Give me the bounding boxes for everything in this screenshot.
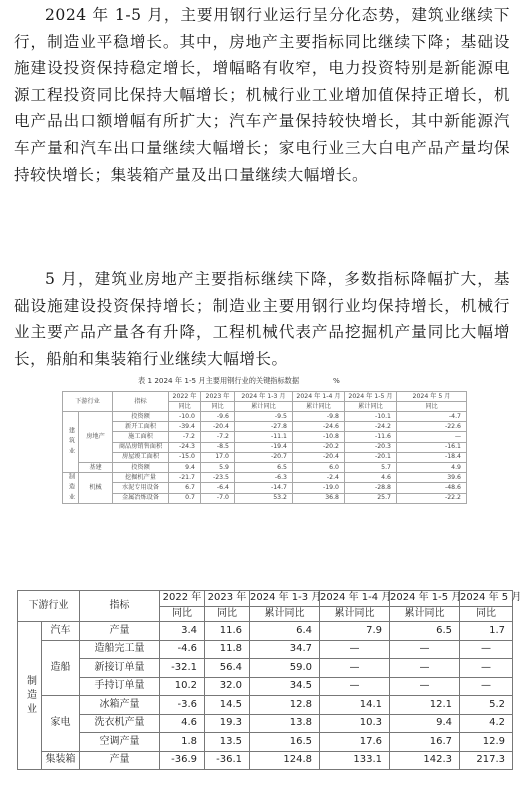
table1-cell: -10.8: [293, 432, 345, 442]
table1-header-year: 2022 年: [169, 392, 201, 402]
table1-cell-indicator: 新开工面积: [113, 422, 169, 432]
table1-cell: 4.6: [345, 473, 397, 483]
table2-cell: 19.3: [205, 714, 250, 733]
table-row: [18, 640, 513, 659]
table2-header-sub: 累计同比: [390, 606, 460, 622]
table-row: [63, 452, 467, 462]
paragraph-1: 2024 年 1-5 月，主要用钢行业运行呈分化态势，建筑业继续下行，制造业平稳增长。其中，房地产主要指标同比继续下降；基础设施建设投资保持稳定增长，增幅略有收窄，电力投资特别是新能源电源工程投资同比保持大幅增长；机械行业工业增加值保持正增长，机电产品出口额增幅有所扩大；汽车产量保持较快增长，其中新能源汽车产量和汽车出口量继续大幅增长；家电行业三大白电产品产量均保持较快增长；集装箱产量及出口量继续大幅增长。: [14, 6, 510, 184]
table-row: [18, 714, 513, 733]
table1-cell-indicator: 水泥专用设备: [113, 483, 169, 493]
table2-cell: 217.3: [460, 751, 513, 770]
table2-cell: 59.0: [250, 659, 320, 678]
table1-cell: -19.0: [293, 483, 345, 493]
table1-cell-indicator: 挖掘机产量: [113, 473, 169, 483]
table2-cell: -3.6: [160, 696, 205, 715]
table1-cell: 5.7: [345, 462, 397, 472]
table1-cell: -10.1: [345, 412, 397, 422]
table1-unit: %: [333, 376, 340, 385]
table1-section-construction: 建筑业: [63, 412, 79, 473]
table1-cell: -20.2: [293, 442, 345, 452]
table1-cell: -9.6: [201, 412, 235, 422]
table2-cell: —: [460, 677, 513, 696]
table-row: [63, 412, 467, 422]
table1-header-sub: 同比: [397, 402, 467, 412]
table2-cell: 56.4: [205, 659, 250, 678]
table1-header-year: 2024 年 5 月: [397, 392, 467, 402]
table2-cell-indicator: 新接订单量: [80, 659, 160, 678]
table2-cell: 5.2: [460, 696, 513, 715]
table1-section-manufacturing: 制造业: [63, 473, 79, 504]
table1-cell: -16.1: [397, 442, 467, 452]
table2-cell: 4.6: [160, 714, 205, 733]
table1-header-industry: 下游行业: [63, 392, 113, 412]
table1-cell: -28.8: [345, 483, 397, 493]
table2-header-sub: 累计同比: [320, 606, 390, 622]
table2-cell-indicator: 产量: [80, 751, 160, 770]
table2-cell: 1.7: [460, 622, 513, 641]
table2-cell-indicator: 洗衣机产量: [80, 714, 160, 733]
table1-cell: -27.8: [235, 422, 293, 432]
table2-cell: 14.1: [320, 696, 390, 715]
table1-header-sub: 累计同比: [293, 402, 345, 412]
table-row: [63, 432, 467, 442]
table2-header-sub: 累计同比: [250, 606, 320, 622]
table2-cell: 16.7: [390, 733, 460, 752]
table2-cell: —: [320, 659, 390, 678]
table1-cell: -24.6: [293, 422, 345, 432]
table2-cell: 12.9: [460, 733, 513, 752]
table1-cell: 39.6: [397, 473, 467, 483]
table1-cell: 17.0: [201, 452, 235, 462]
table2-cell: 133.1: [320, 751, 390, 770]
table2-cell-indicator: 产量: [80, 622, 160, 641]
table1-cell: -18.4: [397, 452, 467, 462]
table2-header-row-1: [18, 591, 513, 607]
table2-cell: 12.1: [390, 696, 460, 715]
table1-header-year: 2023 年: [201, 392, 235, 402]
table1-cell: -21.7: [169, 473, 201, 483]
table1-cell: -19.4: [235, 442, 293, 452]
table1-cell: -20.7: [235, 452, 293, 462]
table1-section-machinery: 机械: [79, 473, 113, 504]
table2-header-indicator: 指标: [80, 591, 160, 622]
table2-cell: 9.4: [390, 714, 460, 733]
table-row: [18, 659, 513, 678]
table1-cell: -20.3: [345, 442, 397, 452]
table-row: [63, 462, 467, 472]
table2-cell: —: [390, 677, 460, 696]
table-row: [63, 473, 467, 483]
table2-cell-indicator: 造船完工量: [80, 640, 160, 659]
table1-header-year: 2024 年 1-3 月: [235, 392, 293, 402]
table2-cell: 34.5: [250, 677, 320, 696]
table1-cell-indicator: 金属冶炼设备: [113, 493, 169, 503]
table1-section-infra: 基建: [79, 462, 113, 472]
table2-cell: —: [390, 640, 460, 659]
table2-section-container: 集装箱: [42, 751, 80, 770]
table1-cell: -6.4: [201, 483, 235, 493]
table2-cell: —: [460, 659, 513, 678]
table1-caption-text: 表 1 2024 年 1-5 月主要用钢行业的关键指标数据: [138, 376, 300, 385]
paragraph-2: 5 月，建筑业房地产主要指标继续下降，多数指标降幅扩大，基础设施建设投资保持增长；制造业主要用钢行业均保持增长，机械行业主要产品产量各有升降，工程机械代表产品挖掘机产量同比大幅增长，船舶和集装箱行业继续大幅增长。: [14, 270, 510, 368]
table2-section-appliance: 家电: [42, 696, 80, 752]
table1-header-row-1: [63, 392, 467, 402]
table2-cell: 13.5: [205, 733, 250, 752]
table1-header-year: 2024 年 1-4 月: [293, 392, 345, 402]
table1-cell: 5.9: [201, 462, 235, 472]
table1-cell: 6.7: [169, 483, 201, 493]
table1: [62, 391, 467, 504]
table-row: [18, 696, 513, 715]
table1-cell: -7.2: [201, 432, 235, 442]
table2-cell: -32.1: [160, 659, 205, 678]
table2-header-industry: 下游行业: [18, 591, 80, 622]
table2-section-manufacturing: 制造业: [18, 622, 42, 770]
table1-cell: -7.2: [169, 432, 201, 442]
table-row: [18, 733, 513, 752]
table1-header-sub: 累计同比: [235, 402, 293, 412]
table2-cell: 34.7: [250, 640, 320, 659]
table1-header-indicator: 指标: [113, 392, 169, 412]
table1-cell: 9.4: [169, 462, 201, 472]
table1-cell: 25.7: [345, 493, 397, 503]
table2-cell: 10.2: [160, 677, 205, 696]
table2-cell: 124.8: [250, 751, 320, 770]
table1-section-realestate: 房地产: [79, 412, 113, 463]
table2-cell: 13.8: [250, 714, 320, 733]
table2-cell: —: [320, 640, 390, 659]
table1-cell: 6.0: [293, 462, 345, 472]
table2-cell: —: [390, 659, 460, 678]
table2-cell: -36.1: [205, 751, 250, 770]
table1-cell: 53.2: [235, 493, 293, 503]
table1-cell: -7.0: [201, 493, 235, 503]
table2-cell: -4.6: [160, 640, 205, 659]
table2-header-sub: 同比: [160, 606, 205, 622]
table2-cell: 3.4: [160, 622, 205, 641]
table1-cell: -22.2: [397, 493, 467, 503]
table2-cell: —: [460, 640, 513, 659]
table2-cell: 4.2: [460, 714, 513, 733]
table1-cell-indicator: 施工面积: [113, 432, 169, 442]
table1-header-sub: 同比: [169, 402, 201, 412]
table2-cell: 1.8: [160, 733, 205, 752]
table2-header-year: 2024 年 1-5 月: [390, 591, 460, 607]
table2-section-auto: 汽车: [42, 622, 80, 641]
table2-header-sub: 同比: [205, 606, 250, 622]
table1-cell: —: [397, 432, 467, 442]
table1-cell: -6.3: [235, 473, 293, 483]
table1-cell: -4.7: [397, 412, 467, 422]
table2-cell: —: [320, 677, 390, 696]
table2-cell-indicator: 空调产量: [80, 733, 160, 752]
table2-cell: 32.0: [205, 677, 250, 696]
table1-cell: 4.9: [397, 462, 467, 472]
table2-cell: 7.9: [320, 622, 390, 641]
table2-cell: 142.3: [390, 751, 460, 770]
table2-header-year: 2024 年 1-3 月: [250, 591, 320, 607]
table1-cell: -9.5: [235, 412, 293, 422]
table2-cell-indicator: 手持订单量: [80, 677, 160, 696]
table1-cell-indicator: 投资额: [113, 462, 169, 472]
table2-cell: 16.5: [250, 733, 320, 752]
table1-cell: -23.5: [201, 473, 235, 483]
table1-cell: -10.0: [169, 412, 201, 422]
table-row: [18, 677, 513, 696]
table2-cell: 14.5: [205, 696, 250, 715]
table2-cell: -36.9: [160, 751, 205, 770]
table-row: [18, 751, 513, 770]
table-row: [63, 493, 467, 503]
table1-cell: -20.1: [345, 452, 397, 462]
table1-cell: -9.8: [293, 412, 345, 422]
table2-cell: 11.8: [205, 640, 250, 659]
table1-cell: -24.3: [169, 442, 201, 452]
table1-cell-indicator: 投资额: [113, 412, 169, 422]
table1-cell: 6.5: [235, 462, 293, 472]
table1-cell: -20.4: [201, 422, 235, 432]
table2-section-ship: 造船: [42, 640, 80, 696]
table2-header-sub: 同比: [460, 606, 513, 622]
table1-header-sub: 累计同比: [345, 402, 397, 412]
table-row: [18, 622, 513, 641]
table2-header-year: 2024 年 5 月: [460, 591, 513, 607]
table-row: [63, 442, 467, 452]
table1-cell: -48.6: [397, 483, 467, 493]
table1-cell: -24.2: [345, 422, 397, 432]
table1-cell: -22.6: [397, 422, 467, 432]
table1-header-sub: 同比: [201, 402, 235, 412]
table2-cell: 11.6: [205, 622, 250, 641]
table1-cell: -39.4: [169, 422, 201, 432]
table1-cell: 0.7: [169, 493, 201, 503]
table1-cell: -20.4: [293, 452, 345, 462]
table2-cell-indicator: 冰箱产量: [80, 696, 160, 715]
table1-cell: -8.5: [201, 442, 235, 452]
table1-cell: -15.0: [169, 452, 201, 462]
table1-caption: [138, 376, 340, 386]
table1-cell: -11.1: [235, 432, 293, 442]
table2-cell: 6.4: [250, 622, 320, 641]
table1-cell: 36.8: [293, 493, 345, 503]
table-row: [63, 483, 467, 493]
table2: [17, 590, 522, 770]
table2-header-year: 2024 年 1-4 月: [320, 591, 390, 607]
table1-cell: -2.4: [293, 473, 345, 483]
table2-cell: 17.6: [320, 733, 390, 752]
table2-cell: 10.3: [320, 714, 390, 733]
table2-header-year: 2022 年: [160, 591, 205, 607]
table1-cell-indicator: 房屋竣工面积: [113, 452, 169, 462]
table2-cell: 6.5: [390, 622, 460, 641]
table-row: [63, 422, 467, 432]
table1-cell: -14.7: [235, 483, 293, 493]
table1-cell: -11.6: [345, 432, 397, 442]
table1-header-year: 2024 年 1-5 月: [345, 392, 397, 402]
table2-header-year: 2023 年: [205, 591, 250, 607]
table1-cell-indicator: 商品房销售面积: [113, 442, 169, 452]
table2-cell: 12.8: [250, 696, 320, 715]
